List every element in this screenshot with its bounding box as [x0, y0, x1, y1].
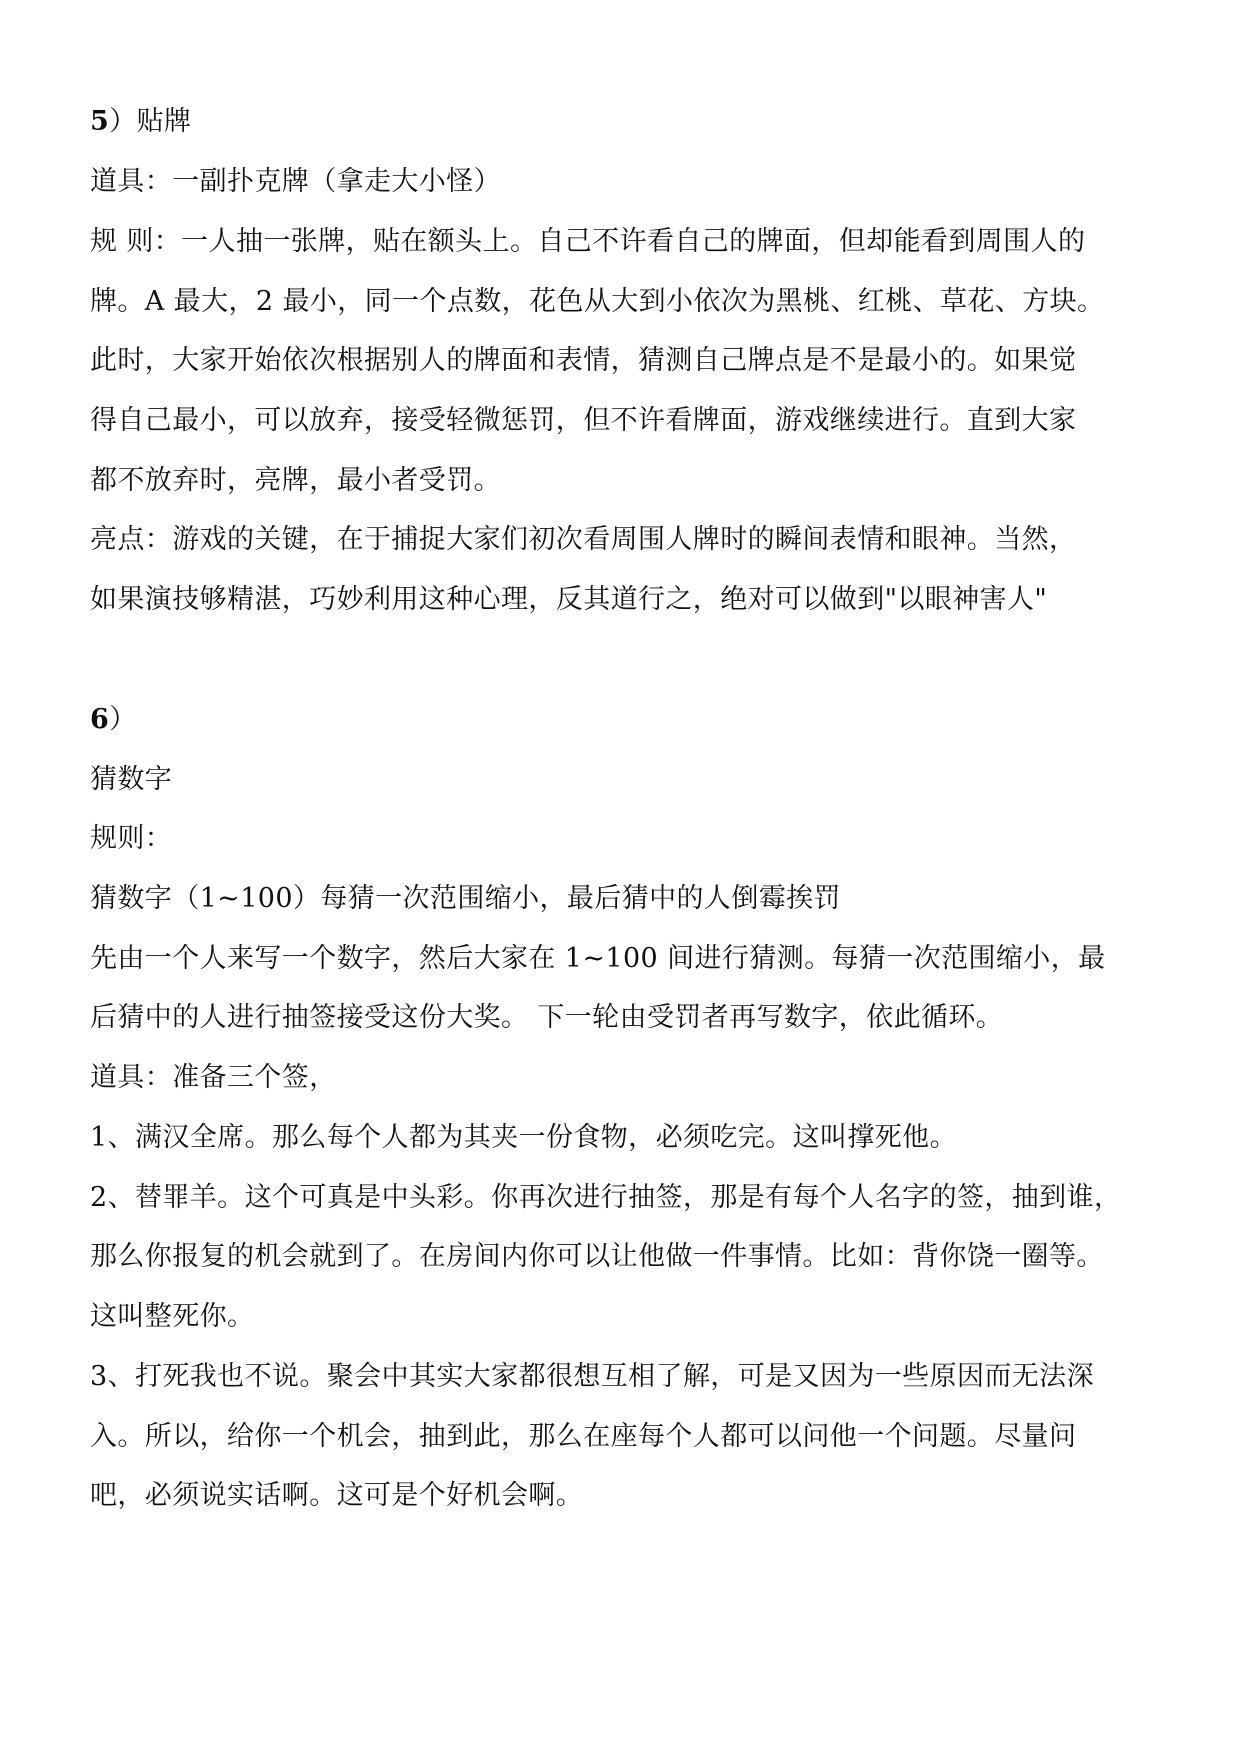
section6-detail-line: 先由一个人来写一个数字，然后大家在 1~100 间进行猜测。每猜一次范围缩小，最 — [90, 943, 1106, 974]
section6-title: 猜数字 — [90, 764, 173, 795]
section6-item-2-line: 这叫整死你。 — [90, 1301, 255, 1332]
section6-item-2-line: 2、替罪羊。这个可真是中头彩。你再次进行抽签，那是有每个人名字的签，抽到谁， — [90, 1182, 1122, 1213]
section6-item-3-line: 入。所以，给你一个机会，抽到此，那么在座每个人都可以问他一个问题。尽量问 — [90, 1421, 1077, 1452]
section5-rules-line: 牌。A 最大，2 最小，同一个点数，花色从大到小依次为黑桃、红桃、草花、方块。 — [90, 286, 1105, 317]
section6-item-2-line: 那么你报复的机会就到了。在房间内你可以让他做一件事情。比如：背你饶一圈等。 — [90, 1241, 1104, 1272]
section5-highlight-line: 如果演技够精湛，巧妙利用这种心理，反其道行之，绝对可以做到"以眼神害人" — [90, 584, 1048, 615]
section6-summary: 猜数字（1~100）每猜一次范围缩小，最后猜中的人倒霉挨罚 — [90, 883, 841, 914]
section6-item-3-line: 吧，必须说实话啊。这可是个好机会啊。 — [90, 1480, 584, 1511]
section6-number: 6 — [90, 704, 110, 735]
section6-rules-label: 规则： — [90, 823, 173, 854]
section5-props: 道具：一副扑克牌（拿走大小怪） — [90, 166, 501, 197]
section6-props: 道具：准备三个签， — [90, 1062, 337, 1093]
section5-rules-line: 都不放弃时，亮牌，最小者受罚。 — [90, 465, 501, 496]
section5-heading — [90, 104, 1160, 140]
section5-highlight-line: 亮点：游戏的关键，在于捕捉大家们初次看周围人牌时的瞬间表情和眼神。当然， — [90, 524, 1077, 555]
section6-heading-suffix: ） — [109, 704, 137, 735]
section5-rules-line: 规 则：一人抽一张牌，贴在额头上。自己不许看自己的牌面，但却能看到周围人的 — [90, 226, 1086, 257]
section6-item-3-line: 3、打死我也不说。聚会中其实大家都很想互相了解，可是又因为一些原因而无法深 — [90, 1361, 1094, 1392]
section6-item-1: 1、满汉全席。那么每个人都为其夹一份食物，必须吃完。这叫撑死他。 — [90, 1122, 957, 1153]
section5-rules-line: 此时，大家开始依次根据别人的牌面和表情，猜测自己牌点是不是最小的。如果觉 — [90, 345, 1077, 376]
section5-title: ）贴牌 — [109, 106, 192, 137]
section5-rules-line: 得自己最小，可以放弃，接受轻微惩罚，但不许看牌面，游戏继续进行。直到大家 — [90, 405, 1077, 436]
section6-heading — [90, 702, 1160, 738]
section5-number: 5 — [90, 106, 110, 137]
section6-detail-line: 后猜中的人进行抽签接受这份大奖。 下一轮由受罚者再写数字，依此循环。 — [90, 1002, 1004, 1033]
